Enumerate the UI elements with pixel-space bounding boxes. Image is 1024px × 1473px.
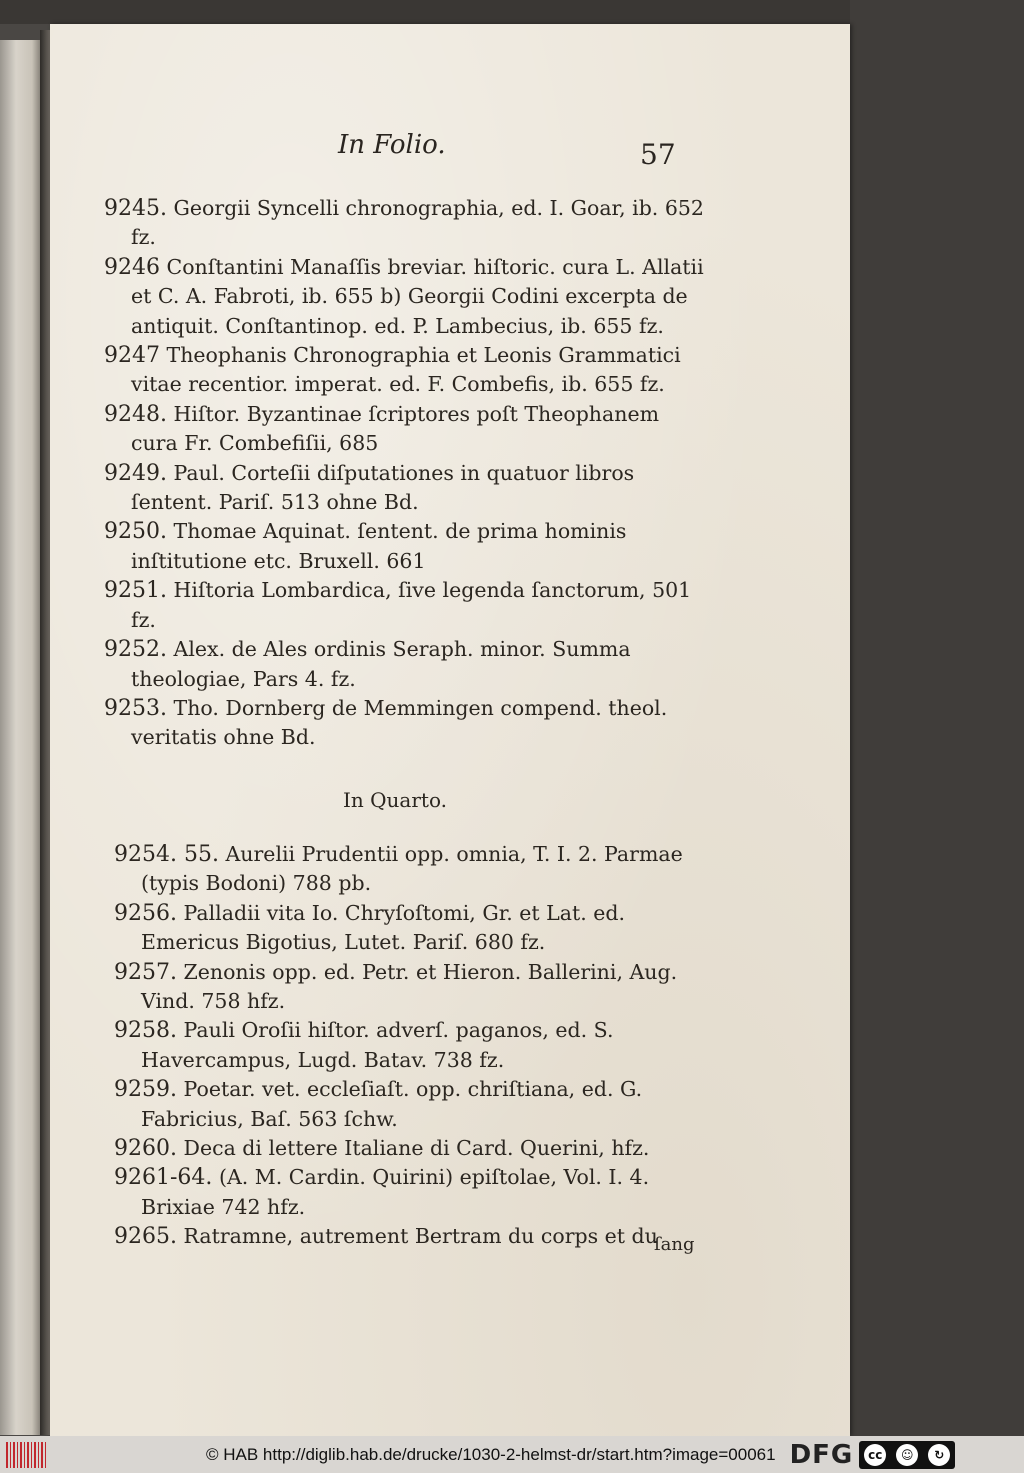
catalog-entry: 9249. Paul. Corteſii diſputationes in quatuor libros ſentent. Pariſ. 513 ohne Bd.	[104, 460, 635, 515]
catalog-entry: 9246 Conſtantini Manaſſis breviar. hiſtoric. cura L. Allatii et C. A. Fabroti, ib. 655 b) Georgii Codini excerpta de antiquit. Conſtantinop. ed. P. Lambecius, ib. 655 fz.	[104, 254, 704, 338]
catchword: ſang	[654, 1234, 695, 1255]
share-alike-icon: ↻	[928, 1444, 950, 1466]
page-number: 57	[640, 138, 676, 171]
cc-license-icon[interactable]	[859, 1441, 955, 1469]
catalog-entry: 9256. Palladii vita Io. Chryſoſtomi, Gr. et Lat. ed. Emericus Bigotius, Lutet. Pariſ. 680 fz.	[114, 900, 626, 955]
running-head: In Folio.	[338, 130, 446, 160]
catalog-entry: 9259. Poetar. vet. eccleſiaſt. opp. chriſtiana, ed. G. Fabricius, Baſ. 563 ſchw.	[114, 1077, 643, 1131]
section-title: In Quarto.	[343, 788, 447, 812]
folio-entry-list	[104, 194, 704, 753]
catalog-entry: 9265. Ratramne, autrement Bertram du corps et du	[114, 1224, 658, 1250]
dfg-logo: DFG	[789, 1439, 854, 1470]
scan-background-top	[0, 0, 850, 24]
catalog-entry: 9253. Tho. Dornberg de Memmingen compend. theol. veritatis ohne Bd.	[104, 695, 668, 750]
footer-bar	[0, 1436, 1024, 1473]
catalog-entry: 9260. Deca di lettere Italiane di Card. Querini, hfz.	[114, 1136, 650, 1162]
catalog-entry: 9251. Hiſtoria Lombardica, ſive legenda ſanctorum, 501 fz.	[104, 578, 692, 632]
catalog-entry: 9258. Pauli Oroſii hiſtor. adverſ. paganos, ed. S. Havercampus, Lugd. Batav. 738 fz.	[114, 1018, 614, 1072]
footer-credit-link[interactable]: © HAB http://diglib.hab.de/drucke/1030-2-helmst-dr/start.htm?image=00061	[206, 1444, 776, 1464]
scan-background-right	[850, 0, 1024, 1436]
catalog-entry: 9257. Zenonis opp. ed. Petr. et Hieron. Ballerini, Aug. Vind. 758 hfz.	[114, 959, 678, 1014]
hab-barcode-logo-icon	[6, 1442, 46, 1468]
catalog-entry: 9247 Theophanis Chronographia et Leonis Grammatici vitae recentior. imperat. ed. F. Combefis, ib. 655 fz.	[104, 343, 681, 397]
quarto-entry-list	[114, 840, 700, 1252]
catalog-entry: 9261-64. (A. M. Cardin. Quirini) epiſtolae, Vol. I. 4. Brixiae 742 hfz.	[114, 1165, 650, 1219]
catalog-entry: 9248. Hiſtor. Byzantinae ſcriptores poſt Theophanem cura Fr. Combefiſii, 685	[104, 401, 660, 456]
catalog-entry: 9250. Thomae Aquinat. ſentent. de prima hominis inſtitutione etc. Bruxell. 661	[104, 519, 627, 573]
catalog-entry: 9252. Alex. de Ales ordinis Seraph. minor. Summa theologiae, Pars 4. fz.	[104, 637, 631, 691]
catalog-entry: 9254. 55. Aurelii Prudentii opp. omnia, T. I. 2. Parmae (typis Bodoni) 788 pb.	[114, 842, 683, 896]
previous-page-edge	[0, 40, 40, 1435]
catalog-entry: 9245. Georgii Syncelli chronographia, ed. I. Goar, ib. 652 fz.	[104, 196, 704, 250]
book-gutter	[40, 30, 50, 1435]
by-attribution-icon: ☺	[896, 1444, 918, 1466]
cc-label: cc	[864, 1444, 886, 1466]
